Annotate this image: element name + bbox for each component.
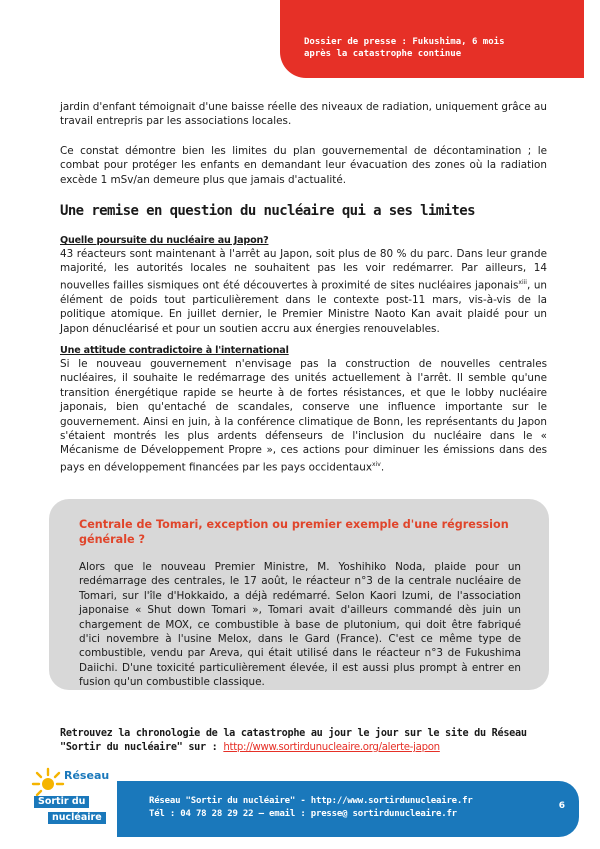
chronology-note [60, 727, 547, 755]
chronology-text: Retrouvez la chronologie de la catastrophe au jour le jour sur le site du Réseau "Sortir du nucléaire" sur : [60, 728, 527, 753]
alerte-japon-link[interactable]: http://www.sortirdunucleaire.org/alerte-japon [223, 742, 440, 753]
intro-paragraph-1: jardin d'enfant témoignait d'une baisse réelle des niveaux de radiation, uniquement grâce au travail entrepris par les associations locales. [60, 101, 547, 128]
logo-word-sortir: Sortir du [34, 796, 89, 808]
subsection-international-text [60, 357, 547, 475]
text-part: . [380, 461, 385, 474]
subsection-japan-text [60, 247, 547, 336]
logo-word-nucleaire: nucléaire [48, 812, 106, 824]
tomari-callout-box [49, 499, 549, 690]
intro-paragraph-2: Ce constat démontre bien les limites du plan gouvernemental de décontamination ; le combat pour protéger les enfants en demandant leur évacuation des zones où la radiation excède 1 mSv/an demeure plus que jamais d'actualité. [60, 144, 547, 186]
page-number: 6 [558, 801, 565, 811]
footnote-ref[interactable]: xiii [518, 278, 527, 286]
header-title-line1: Dossier de presse : Fukushima, 6 mois [304, 37, 505, 47]
reseau-logo [30, 766, 122, 838]
header-banner [280, 0, 584, 78]
main-content [60, 100, 547, 490]
footer-line-2: Tél : 04 78 28 29 22 – email : presse@ sortirdunucleaire.fr [149, 809, 457, 819]
callout-text: Alors que le nouveau Premier Ministre, M. Yoshihiko Noda, plaide pour un redémarrage des centrales, le 17 août, le réacteur n°3 de la centrale nucléaire de Tomari, sur l'île d'Hokkaido, a déjà redémarré. Selon Kaori Izumi, de l'association japonaise « Shut down Tomari », Tomari avait d'ailleurs commandé dès juin un chargement de MOX, ce combustible à base de plutonium, qui doit être fabriqué d'ici novembre à l'usine Melox, dans le Gard (France). C'est ce même type de combustible, vendu par Areva, qui était utilisé dans le réacteur n°3 de Fukushima Daiichi. D'une toxicité particulièrement élevée, il est aussi plus prompt à entrer en fusion qu'un combustible classique. [79, 561, 521, 689]
header-title-line2: après la catastrophe continue [304, 49, 462, 59]
subsection-international-heading: Une attitude contradictoire à l'international [60, 344, 289, 356]
callout-title: Centrale de Tomari, exception ou premier exemple d'une régression générale ? [79, 518, 509, 546]
subsection-international [60, 344, 547, 475]
subsection-japan [60, 234, 547, 336]
text-part: 43 réacteurs sont maintenant à l'arrêt au Japon, soit plus de 80 % du parc. Dans leur grande majorité, les autorités locales ne souhaitent pas les voir redémarrer. Par ailleurs, 14 nouvelles failles sismiques ont été découvertes à proximité de sites nucléaires japonais [60, 248, 547, 292]
section-title: Une remise en question du nucléaire qui a ses limites [60, 203, 475, 220]
footnote-ref[interactable]: xiv [372, 460, 381, 468]
logo-word-reseau: Réseau [64, 769, 110, 782]
footer-bar [117, 781, 579, 837]
text-part: , un élément de poids tout particulièrement dans le contexte post-11 mars, vis-à-vis de la politique atomique. En juillet dernier, le Premier Ministre Naoto Kan avait plaidé pour un Japon dénucléarisé et pour un soutien accru aux énergies renouvelables. [60, 279, 547, 335]
footer-line-1: Réseau "Sortir du nucléaire" - http://www.sortirdunucleaire.fr [149, 796, 473, 806]
subsection-japan-heading: Quelle poursuite du nucléaire au Japon? [60, 235, 269, 247]
text-part: Si le nouveau gouvernement n'envisage pas la construction de nouvelles centrales nucléaires, il souhaite le redémarrage des unités actuellement à l'arrêt. Il semble qu'une transition énergétique rapide se heurte à de fortes résistances, et que le lobby nucléaire japonais, bien qu'entaché de scandales, conserve une influence importante sur le gouvernement. Ainsi en juin, à la conférence climatique de Bonn, les représentants du Japon s'étaient montrés les plus ardents défenseurs de l'inclusion du nucléaire dans le « Mécanisme de Développement Propre », ces actions pour diminuer les émissions dans des pays en développement financées par les pays occidentaux [60, 357, 547, 474]
